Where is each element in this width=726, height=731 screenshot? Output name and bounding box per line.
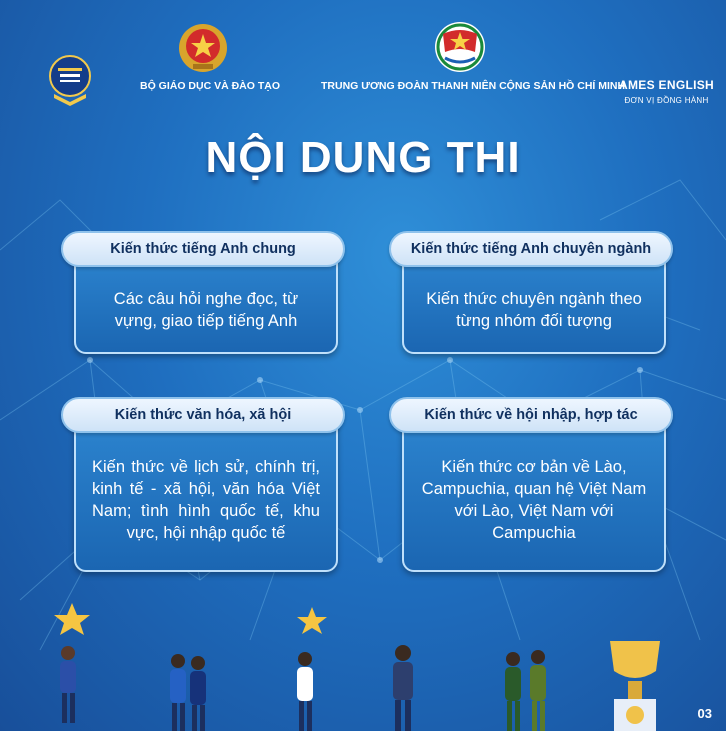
section-card-integration: [402, 416, 666, 572]
star-icon: [297, 607, 327, 634]
youth-union-name: TRUNG ƯƠNG ĐOÀN THANH NIÊN CỘNG SẢN HỒ CHÍ MINH: [321, 80, 626, 92]
section-card-culture-society: [74, 416, 338, 572]
partner-name: AMES ENGLISH: [619, 78, 714, 92]
people-illustration: [0, 601, 726, 731]
youth-union-logo-icon: [433, 20, 487, 74]
section-body: Kiến thức cơ bản về Lào, Campuchia, quan hệ Việt Nam với Lào, Việt Nam với Campuchia: [421, 458, 647, 542]
trophy-icon: [610, 641, 660, 731]
section-body: Kiến thức về lịch sử, chính trị, kinh tế - xã hội, văn hóa Việt Nam; tình hình quốc tế, khu vực, hội nhập quốc tế: [92, 458, 320, 542]
section-body: Kiến thức chuyên ngành theo từng nhóm đối tượng: [426, 290, 642, 330]
partner-block: [619, 78, 714, 105]
section-heading-culture-society: Kiến thức văn hóa, xã hội: [61, 397, 345, 433]
page-number: 03: [697, 706, 712, 721]
national-emblem-icon: [177, 22, 229, 74]
section-heading-general-english: Kiến thức tiếng Anh chung: [61, 231, 345, 267]
partner-role: ĐƠN VỊ ĐỒNG HÀNH: [624, 96, 709, 105]
page-title: NỘI DUNG THI: [205, 133, 521, 182]
section-heading-integration: Kiến thức về hội nhập, hợp tác: [389, 397, 673, 433]
header: [0, 0, 726, 120]
ministry-name: BỘ GIÁO DỤC VÀ ĐÀO TẠO: [140, 80, 281, 92]
section-heading-specialized-english: Kiến thức tiếng Anh chuyên ngành: [389, 231, 673, 267]
section-body: Các câu hỏi nghe đọc, từ vựng, giao tiếp tiếng Anh: [113, 290, 299, 330]
star-icon: [54, 603, 90, 635]
contest-logo-icon: [48, 52, 92, 108]
